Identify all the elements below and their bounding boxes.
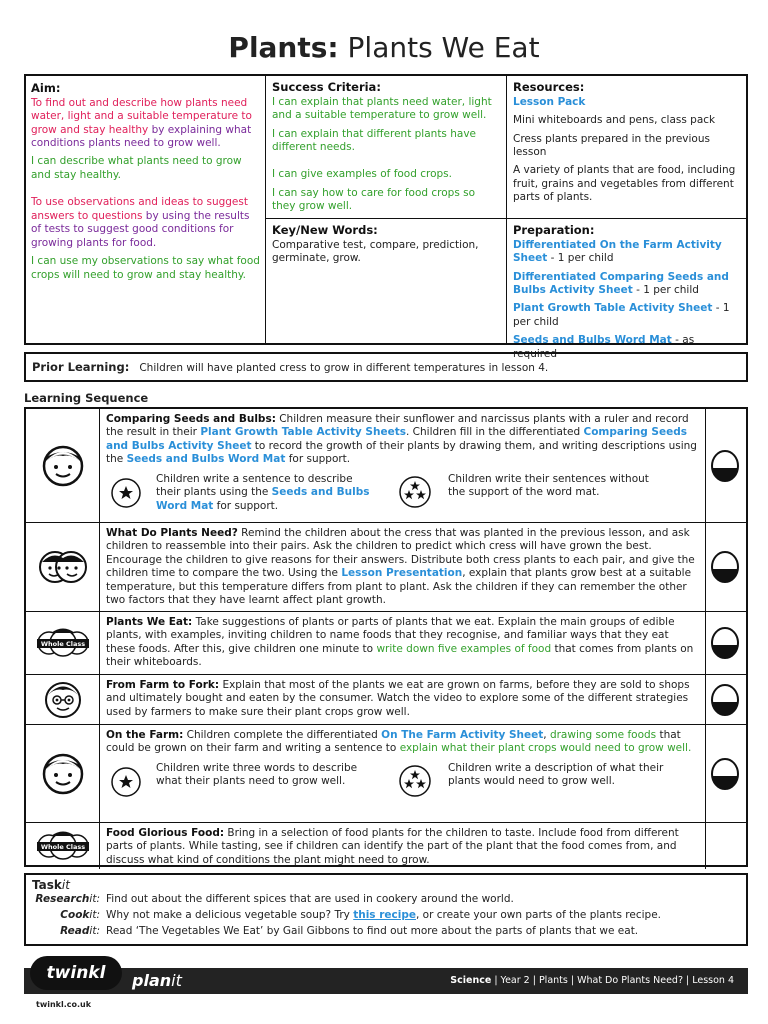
row-target: write down five examples of food <box>376 642 552 655</box>
taskit-label-a: Research <box>35 893 90 906</box>
row-text: . Children fill in the differentiated <box>406 426 584 439</box>
diff-lower: Children write three words to describe what their plants need to grow well. <box>156 761 358 788</box>
success-heading: Success Criteria: <box>272 80 381 94</box>
assessment-cell <box>704 612 746 674</box>
taskit-title <box>32 878 740 893</box>
success-criteria <box>266 76 506 218</box>
child-face-icon <box>41 752 85 796</box>
aim-objective-2: To use observations and ideas to suggest answers to questions <box>31 196 248 222</box>
sequence-row <box>26 823 746 869</box>
footer-url[interactable]: twinkl.co.uk <box>36 1000 92 1009</box>
success-item: I can say how to care for food crops so they grow well. <box>272 186 476 213</box>
title-bold: Plants: <box>228 31 339 64</box>
word-mat-link[interactable]: Seeds and Bulbs Word Mat <box>156 486 370 512</box>
lesson-overview <box>24 74 748 360</box>
success-item: I can explain that plants need water, light and a suitable temperature to grow well. <box>272 95 492 122</box>
prior-label: Prior Learning: <box>32 360 130 374</box>
learning-sequence <box>24 407 748 867</box>
aim-method-2: by using the results of tests to suggest good conditions for growing plants for food. <box>31 209 250 249</box>
teacher-icon-cell <box>26 675 100 724</box>
sequence-row <box>26 409 746 523</box>
prep-rest: - 1 per child <box>547 252 614 265</box>
whole-class-icon <box>35 827 91 865</box>
row-text: Take suggestions of plants or parts of plants that we eat. Explain the main groups of edible plants, with examples, inviting children to name foods that they recognise, and familiar ways that they eat these foods. After this, give children one minute to <box>106 616 675 655</box>
teacher-face-icon <box>43 680 83 720</box>
prep-link[interactable]: Differentiated Comparing Seeds and Bulbs Activity Sheet <box>513 270 729 297</box>
taskit-label-b: it: <box>89 909 100 922</box>
taskit-row <box>32 925 740 941</box>
taskit-row <box>32 909 740 925</box>
assessment-cell <box>704 725 746 822</box>
row-title: Food Glorious Food: <box>106 827 225 839</box>
lesson-presentation-link[interactable]: Lesson Presentation <box>341 567 463 580</box>
twinkl-logo[interactable]: twinkl <box>30 956 122 990</box>
success-item: I can explain that different plants have different needs. <box>272 127 477 154</box>
whole-class-icon <box>35 624 91 662</box>
aim-section <box>26 76 266 343</box>
prep-link[interactable]: Seeds and Bulbs Word Mat <box>513 334 672 347</box>
row-text: Explain that most of the plants we eat are grown on farms, before they are sold to shops and ultimately bought and eaten by the consumer. Watch the video to explore some of the different strategies used by farmers to make sure their plant crops grow well. <box>106 679 690 718</box>
taskit-label-a: Cook <box>60 909 90 922</box>
row-text: to record the growth of their plants by drawing them, and writing descriptions using the <box>106 439 697 466</box>
child-face-icon <box>41 444 85 488</box>
planit-b: it <box>171 971 182 990</box>
keywords-text: Comparative test, compare, prediction, germinate, grow. <box>272 238 479 265</box>
aim-method-1: by explaining what conditions plants need to grow well. <box>31 123 252 150</box>
resource-item: Cress plants prepared in the previous lesson <box>513 132 710 159</box>
sequence-text <box>100 612 706 674</box>
diff-higher: Children write their sentences without the support of the word mat. <box>448 472 649 499</box>
pair-icon-cell <box>26 523 100 611</box>
aim-objective-1: To find out and describe how plants need water, light and a suitable temperature to grow and stay healthy <box>31 96 252 136</box>
differentiation <box>106 762 699 802</box>
three-star-icon <box>398 475 432 509</box>
taskit-text-b: , or create your own parts of the plants recipe. <box>415 909 662 922</box>
assessment-cell <box>704 675 746 724</box>
sequence-row <box>26 523 746 612</box>
row-text: for support. <box>285 453 351 466</box>
three-star-icon <box>398 764 432 798</box>
taskit-label <box>32 925 100 938</box>
whole-class-icon-cell <box>26 612 100 674</box>
independent-icon-cell <box>26 409 100 522</box>
row-text: Bring in a selection of food plants for the children to taste. Include food from different parts of plants. While tasting, see if children can identify the part of the plant that the food comes from, and discuss what kind of conditions the plant might need to grow. <box>106 827 679 866</box>
taskit-label-b: it: <box>89 925 100 938</box>
sequence-row <box>26 725 746 823</box>
row-text: , explain that plants grow best at a suitable temperature, but this temperature differs from plant to plant. Ask the children if they can remember the other two factors that they have learnt affect plant growth. <box>106 567 692 607</box>
taskit-text-a: Why not make a delicious vegetable soup? Try <box>106 909 354 922</box>
one-star-icon <box>110 766 142 798</box>
row-target: drawing some foods <box>549 729 657 741</box>
sequence-text <box>100 823 706 869</box>
prior-learning <box>24 352 748 382</box>
row-text: that comes from plants on their whiteboards. <box>106 642 694 669</box>
taskit-text: Find out about the different spices that are used in cookery around the world. <box>106 893 514 906</box>
assessment-egg-icon <box>710 627 740 659</box>
sequence-text <box>100 409 706 522</box>
prep-rest: - 1 per child <box>632 284 699 297</box>
keywords-heading: Key/New Words: <box>272 223 378 237</box>
taskit-text: Read ‘The Vegetables We Eat’ by Gail Gibbons to find out more about the parts of plants that we eat. <box>106 925 639 938</box>
row-title: Comparing Seeds and Bulbs: <box>106 413 276 425</box>
footer-path: | Year 2 | Plants | What Do Plants Need? | Lesson 4 <box>491 975 734 986</box>
prep-rest: - 1 per child <box>513 302 730 328</box>
assessment-cell <box>704 523 746 611</box>
assessment-egg-icon <box>710 684 740 716</box>
resources <box>507 76 746 218</box>
diff-text: for support. <box>213 499 279 512</box>
recipe-link[interactable]: this recipe <box>353 909 416 922</box>
aim-target-2: I can use my observations to say what food crops will need to grow and stay healthy. <box>31 255 260 281</box>
sequence-row <box>26 675 746 725</box>
whole-class-icon-cell <box>26 823 100 869</box>
learning-sequence-heading: Learning Sequence <box>24 391 149 405</box>
row-target: explain what their plant crops would need to grow well. <box>399 742 692 755</box>
assessment-egg-icon <box>710 758 740 790</box>
taskit-label <box>32 893 100 906</box>
on-the-farm-link[interactable]: On The Farm Activity Sheet <box>381 729 544 741</box>
row-title: On the Farm: <box>106 729 184 741</box>
differentiation <box>106 473 699 513</box>
taskit-row <box>32 893 740 909</box>
diff-lower <box>156 473 376 513</box>
whole-class-badge: Whole Class <box>40 640 85 648</box>
sequence-text <box>100 523 706 611</box>
page-title <box>0 30 768 66</box>
row-text: Children complete the differentiated <box>183 729 382 741</box>
taskit-title-a: Task <box>32 878 62 892</box>
taskit-label-b: it: <box>89 893 100 906</box>
key-words <box>266 218 506 343</box>
row-text: , <box>543 729 550 741</box>
success-item: I can give examples of food crops. <box>272 168 452 181</box>
resources-heading: Resources: <box>513 80 585 94</box>
taskit-label <box>32 909 100 922</box>
plant-growth-link[interactable]: Plant Growth Table Activity Sheets <box>200 426 406 439</box>
taskit-label-a: Read <box>60 925 90 938</box>
aim-heading: Aim: <box>31 81 61 95</box>
assessment-egg-icon <box>710 450 740 482</box>
row-title: From Farm to Fork: <box>106 679 220 691</box>
whole-class-badge: Whole Class <box>40 843 85 851</box>
criteria-column <box>266 76 507 343</box>
taskit-title-b: it <box>61 878 70 892</box>
row-text: that could be grown on their farm and writing a sentence to <box>106 729 681 755</box>
sequence-row <box>26 612 746 675</box>
diff-text: Children write a sentence to describe their plants using the <box>156 472 353 499</box>
assessment-cell <box>704 823 746 869</box>
row-text: Remind the children about the cress that was planted in the previous lesson, and ask children to reassemble into their pairs. Ask the children to predict which cress will have grown the best. Encourage the children to give reasons for their answers. Distribute both cress plants to each pair, and give the children time to compare the two. Using the <box>106 527 695 580</box>
taskit-box <box>24 873 748 946</box>
resources-column <box>507 76 746 360</box>
preparation-heading: Preparation: <box>513 223 595 237</box>
sequence-text <box>100 725 706 822</box>
prep-rest: - as required <box>513 334 695 360</box>
one-star-icon <box>110 477 142 509</box>
independent-icon-cell <box>26 725 100 822</box>
prep-link[interactable]: Differentiated On the Farm Activity Sheet <box>513 238 722 265</box>
prior-text: Children will have planted cress to grow in different temperatures in lesson 4. <box>139 362 549 374</box>
taskit-text <box>106 909 661 922</box>
planit-a: plan <box>132 971 172 990</box>
title-rest: Plants We Eat <box>338 31 540 64</box>
planit-logo <box>132 971 182 991</box>
comparing-sheet-link[interactable]: Comparing Seeds and Bulbs Activity Sheet <box>106 426 687 452</box>
footer-subject: Science <box>450 975 492 986</box>
sequence-text <box>100 675 706 724</box>
row-title: Plants We Eat: <box>106 616 193 628</box>
preparation <box>507 218 746 360</box>
footer <box>0 948 768 1024</box>
assessment-cell <box>704 409 746 522</box>
pair-faces-icon <box>38 547 88 587</box>
word-mat-link[interactable]: Seeds and Bulbs Word Mat <box>126 453 286 466</box>
resource-item: Mini whiteboards and pens, class pack <box>513 114 716 127</box>
aim-target-1: I can describe what plants need to grow and stay healthy. <box>31 155 242 181</box>
diff-higher: Children write a description of what their plants would need to grow well. <box>448 761 664 788</box>
prep-link[interactable]: Plant Growth Table Activity Sheet <box>513 302 713 315</box>
footer-breadcrumb <box>450 975 734 987</box>
lesson-pack-link[interactable]: Lesson Pack <box>513 95 586 108</box>
row-text: Children measure their sunflower and narcissus plants with a ruler and record the result in their <box>106 413 689 439</box>
assessment-egg-icon <box>710 551 740 583</box>
resource-item: A variety of plants that are food, including fruit, grains and vegetables from different parts of plants. <box>513 164 736 204</box>
row-title: What Do Plants Need? <box>106 527 238 539</box>
